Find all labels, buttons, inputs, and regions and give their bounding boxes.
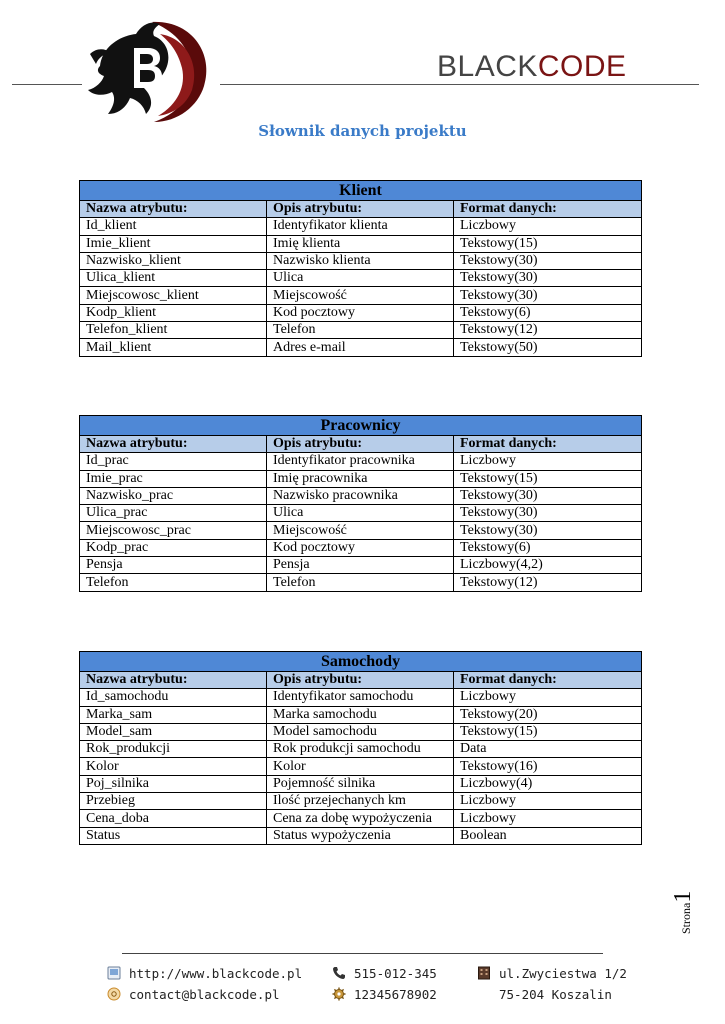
data-format-cell: Tekstowy(50): [454, 339, 642, 356]
attribute-description-cell: Kolor: [267, 758, 454, 775]
data-format-cell: Liczbowy: [454, 793, 642, 810]
table-row: [80, 706, 642, 723]
attribute-description-cell: Imię klienta: [267, 235, 454, 252]
attribute-name-cell: Id_klient: [80, 218, 267, 235]
attribute-name-cell: Model_sam: [80, 723, 267, 740]
attribute-name-cell: Id_samochodu: [80, 689, 267, 706]
column-header: Format danych:: [454, 672, 642, 689]
attribute-description-cell: Ilość przejechanych km: [267, 793, 454, 810]
header-rule-left: [12, 84, 82, 85]
footer-email[interactable]: [107, 985, 280, 1003]
table-row: [80, 539, 642, 556]
attribute-name-cell: Poj_silnika: [80, 775, 267, 792]
phone-icon: [332, 966, 346, 980]
attribute-description-cell: Identyfikator klienta: [267, 218, 454, 235]
nip-text: 12345678902: [354, 986, 437, 1002]
table-row: [80, 339, 642, 356]
attribute-name-cell: Miejscowosc_prac: [80, 522, 267, 539]
table-row: [80, 235, 642, 252]
attribute-name-cell: Nazwisko_klient: [80, 252, 267, 269]
data-format-cell: Tekstowy(30): [454, 270, 642, 287]
table-row: [80, 810, 642, 827]
attribute-description-cell: Imię pracownika: [267, 470, 454, 487]
attribute-description-cell: Ulica: [267, 270, 454, 287]
footer-street: [477, 964, 627, 982]
attribute-name-cell: Przebieg: [80, 793, 267, 810]
data-format-cell: Tekstowy(12): [454, 322, 642, 339]
data-format-cell: Tekstowy(16): [454, 758, 642, 775]
attribute-description-cell: Kod pocztowy: [267, 304, 454, 321]
data-format-cell: Tekstowy(6): [454, 539, 642, 556]
email-text[interactable]: contact@blackcode.pl: [129, 986, 280, 1002]
page-label: Strona: [679, 902, 693, 934]
attribute-name-cell: Ulica_prac: [80, 505, 267, 522]
attribute-description-cell: Rok produkcji samochodu: [267, 741, 454, 758]
table-row: [80, 487, 642, 504]
column-header: Opis atrybutu:: [267, 201, 454, 218]
table-row: [80, 252, 642, 269]
attribute-name-cell: Miejscowosc_klient: [80, 287, 267, 304]
brand-part1: BLACK: [437, 50, 538, 83]
column-header: Nazwa atrybutu:: [80, 672, 267, 689]
footer-website[interactable]: [107, 964, 302, 982]
page-number: [668, 872, 698, 934]
table-row: [80, 557, 642, 574]
attribute-description-cell: Nazwisko klienta: [267, 252, 454, 269]
street-text: ul.Zwyciestwa 1/2: [499, 965, 627, 981]
table-row: [80, 741, 642, 758]
phone-text: 515-012-345: [354, 965, 437, 981]
attribute-description-cell: Marka samochodu: [267, 706, 454, 723]
data-format-cell: Tekstowy(15): [454, 470, 642, 487]
attribute-name-cell: Kolor: [80, 758, 267, 775]
attribute-description-cell: Pojemność silnika: [267, 775, 454, 792]
data-format-cell: Tekstowy(30): [454, 487, 642, 504]
data-format-cell: Liczbowy: [454, 453, 642, 470]
table-name: Pracownicy: [80, 416, 642, 436]
attribute-description-cell: Status wypożyczenia: [267, 827, 454, 844]
attribute-name-cell: Status: [80, 827, 267, 844]
table-row: [80, 470, 642, 487]
column-header: Nazwa atrybutu:: [80, 201, 267, 218]
data-format-cell: Tekstowy(30): [454, 252, 642, 269]
attribute-description-cell: Telefon: [267, 322, 454, 339]
footer-phone: [332, 964, 437, 982]
data-format-cell: Tekstowy(30): [454, 522, 642, 539]
attribute-name-cell: Pensja: [80, 557, 267, 574]
table-row: [80, 453, 642, 470]
data-format-cell: Tekstowy(6): [454, 304, 642, 321]
attribute-description-cell: Kod pocztowy: [267, 539, 454, 556]
table-row: [80, 505, 642, 522]
data-format-cell: Liczbowy: [454, 810, 642, 827]
table-row: [80, 574, 642, 591]
data-format-cell: Tekstowy(30): [454, 505, 642, 522]
table-row: [80, 270, 642, 287]
table-row: [80, 793, 642, 810]
data-format-cell: Liczbowy: [454, 218, 642, 235]
attribute-name-cell: Cena_doba: [80, 810, 267, 827]
page-number-value: 1: [670, 890, 696, 903]
attribute-name-cell: Telefon: [80, 574, 267, 591]
table-name: Samochody: [80, 652, 642, 672]
data-format-cell: Data: [454, 741, 642, 758]
table-name: Klient: [80, 181, 642, 201]
web-icon: [107, 966, 121, 980]
brand-wordmark: [437, 52, 627, 82]
data-format-cell: Liczbowy: [454, 689, 642, 706]
table-row: [80, 218, 642, 235]
document-title: Słownik danych projektu: [258, 122, 467, 140]
attribute-description-cell: Adres e-mail: [267, 339, 454, 356]
attribute-name-cell: Imie_klient: [80, 235, 267, 252]
table-row: [80, 522, 642, 539]
footer-rule: [122, 953, 603, 954]
column-header: Format danych:: [454, 436, 642, 453]
footer-nip: [332, 985, 437, 1003]
table-row: [80, 827, 642, 844]
column-header: Format danych:: [454, 201, 642, 218]
data-format-cell: Liczbowy(4,2): [454, 557, 642, 574]
data-format-cell: Tekstowy(20): [454, 706, 642, 723]
attribute-name-cell: Ulica_klient: [80, 270, 267, 287]
attribute-name-cell: Telefon_klient: [80, 322, 267, 339]
data-format-cell: Tekstowy(30): [454, 287, 642, 304]
table-klient: [79, 180, 642, 357]
table-row: [80, 723, 642, 740]
attribute-name-cell: Kodp_prac: [80, 539, 267, 556]
attribute-description-cell: Pensja: [267, 557, 454, 574]
table-row: [80, 322, 642, 339]
attribute-description-cell: Cena za dobę wypożyczenia: [267, 810, 454, 827]
column-header: Opis atrybutu:: [267, 436, 454, 453]
attribute-name-cell: Kodp_klient: [80, 304, 267, 321]
footer-city: [499, 985, 612, 1003]
table-row: [80, 304, 642, 321]
attribute-name-cell: Mail_klient: [80, 339, 267, 356]
table-row: [80, 689, 642, 706]
website-text[interactable]: http://www.blackcode.pl: [129, 965, 303, 981]
data-format-cell: Tekstowy(12): [454, 574, 642, 591]
gear-icon: [332, 987, 346, 1001]
horse-logo-icon: [82, 14, 214, 126]
table-row: [80, 758, 642, 775]
attribute-description-cell: Ulica: [267, 505, 454, 522]
table-pracownicy: [79, 415, 642, 592]
data-format-cell: Tekstowy(15): [454, 723, 642, 740]
column-header: Opis atrybutu:: [267, 672, 454, 689]
attribute-description-cell: Miejscowość: [267, 522, 454, 539]
attribute-name-cell: Imie_prac: [80, 470, 267, 487]
table-row: [80, 775, 642, 792]
attribute-name-cell: Rok_produkcji: [80, 741, 267, 758]
table-row: [80, 287, 642, 304]
attribute-description-cell: Nazwisko pracownika: [267, 487, 454, 504]
data-format-cell: Boolean: [454, 827, 642, 844]
column-header: Nazwa atrybutu:: [80, 436, 267, 453]
attribute-name-cell: Nazwisko_prac: [80, 487, 267, 504]
attribute-description-cell: Identyfikator samochodu: [267, 689, 454, 706]
data-format-cell: Tekstowy(15): [454, 235, 642, 252]
email-icon: [107, 987, 121, 1001]
attribute-description-cell: Identyfikator pracownika: [267, 453, 454, 470]
data-format-cell: Liczbowy(4): [454, 775, 642, 792]
header-rule-right: [220, 84, 699, 85]
table-samochody: [79, 651, 642, 845]
brand-part2: CODE: [537, 50, 627, 83]
attribute-description-cell: Model samochodu: [267, 723, 454, 740]
attribute-description-cell: Miejscowość: [267, 287, 454, 304]
attribute-name-cell: Marka_sam: [80, 706, 267, 723]
attribute-description-cell: Telefon: [267, 574, 454, 591]
city-text: 75-204 Koszalin: [499, 986, 612, 1002]
building-icon: [477, 966, 491, 980]
attribute-name-cell: Id_prac: [80, 453, 267, 470]
